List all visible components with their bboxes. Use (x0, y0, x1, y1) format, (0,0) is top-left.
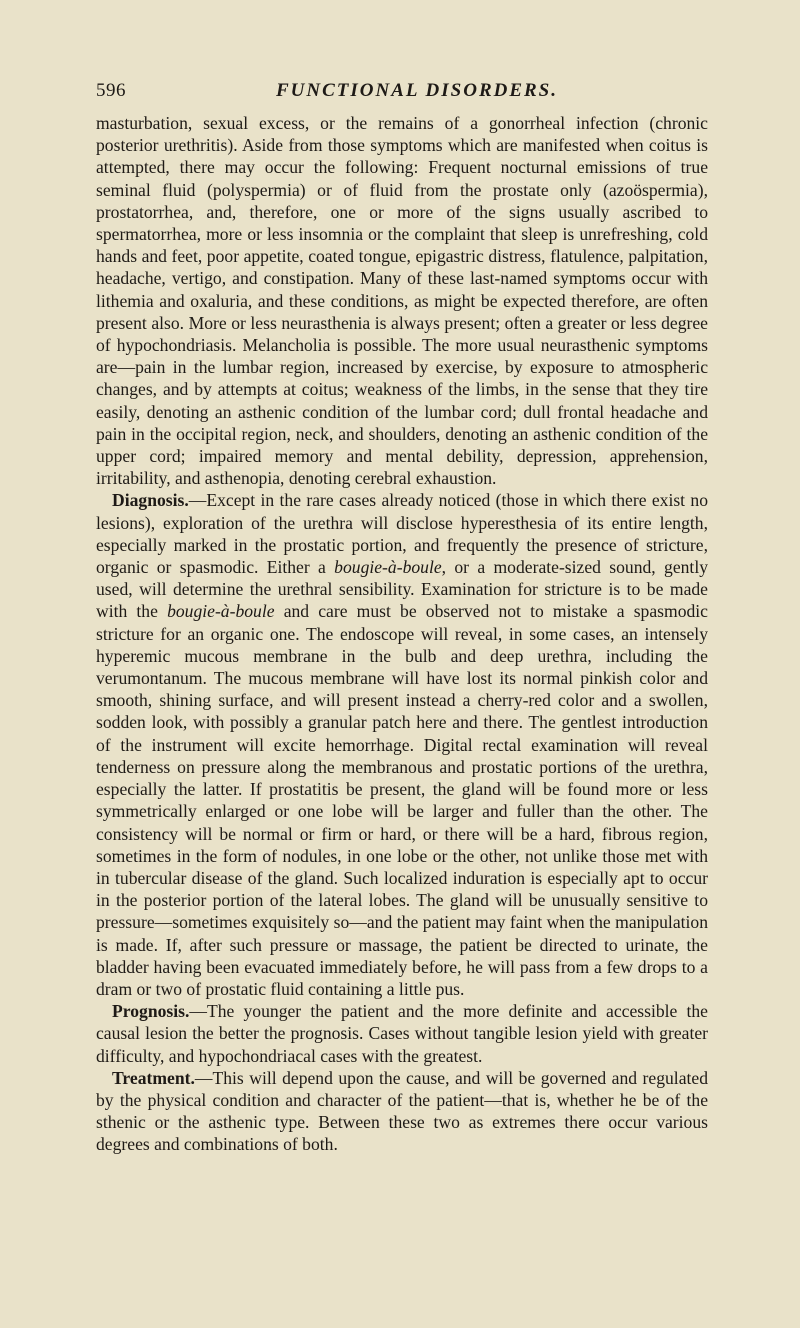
diagnosis-text-part-1: Except in the rare cases already noticed (those in which there exist no lesions), exploration of the urethra will disclose hyperesthesia of its entire length, especially marked in the prostatic portion, and frequently the presence of stricture, organic or spasmodic. Either a (96, 490, 708, 578)
page-number: 596 (96, 80, 126, 101)
diagnosis-text-part-2: , or a moderate-sized sound, gently used, will determine the urethral sensibility. Examination for stricture is to be made with the (96, 557, 708, 622)
prognosis-text: The younger the patient and the more definite and accessible the causal lesion the better the prognosis. Cases without tangible lesion yield with greater difficulty, and hypochondriacal cases with the greatest. (96, 1001, 708, 1066)
prognosis-heading: Prognosis. (112, 1001, 190, 1022)
diagnosis-term-1: bougie-à-boule (334, 557, 442, 578)
body-text (96, 112, 708, 1156)
treatment-heading: Treatment. (112, 1067, 195, 1088)
diagnosis-heading: Diagnosis. (112, 490, 189, 511)
running-title: FUNCTIONAL DISORDERS. (275, 80, 558, 101)
paragraph-diagnosis (96, 489, 708, 1000)
diagnosis-term-2: bougie-à-boule (167, 601, 275, 622)
prognosis-dash: — (189, 1001, 207, 1022)
running-head (96, 80, 708, 106)
treatment-dash: — (194, 1067, 213, 1088)
diagnosis-text-part-3: and care must be observed not to mistake a spasmodic stricture for an organic one. The endoscope will reveal, in some cases, an intensely hyperemic mucous membrane in the bulb and deep urethra, including the verumontanum. The mucous membrane will have lost its normal pinkish color and smooth, shining surface, and will present instead a cherry-red color and a swollen, sodden look, with possibly a granular patch here and there. The gentlest introduction of the instrument will excite hemorrhage. Digital rectal examination will reveal tenderness on pressure along the membranous and prostatic portions of the urethra, especially the latter. If prostatitis be present, the gland will be found more or less symmetrically enlarged or one lobe will be larger and fuller than the other. The consistency will be normal or firm or hard, or there will be a hard, fibrous region, sometimes in the form of nodules, in one lobe or the other, not unlike those met with in tubercular disease of the gland. Such localized induration is especially apt to occur in the posterior portion of the lateral lobes. The gland will be unusually sensitive to pressure—sometimes exquisitely so—and the patient may faint when the manipulation is made. If, after such pressure or massage, the patient be directed to urinate, the bladder having been evacuated immediately before, he will pass from a few drops to a dram or two of prostatic fluid containing a little pus. (96, 601, 708, 999)
paragraph-prognosis (96, 1000, 708, 1067)
treatment-text: This will depend upon the cause, and will be governed and regulated by the physical condition and character of the patient—that is, whether he be of the sthenic or the asthenic type. Between these two as extremes there occur various degrees and combinations of both. (96, 1067, 708, 1155)
paragraph-symptoms: masturbation, sexual excess, or the remains of a gonorrheal infection (chronic posterior urethritis). Aside from those symptoms which are manifested when coitus is attempted, there may occur the following: Frequent nocturnal emissions of true seminal fluid (polyspermia) or of fluid from the prostate only (azoöspermia), prostatorrhea, and, therefore, one or more of the signs usually ascribed to spermatorrhea, more or less insomnia or the complaint that sleep is unrefreshing, cold hands and feet, poor appetite, coated tongue, epigastric distress, flatulence, palpitation, headache, vertigo, and constipation. Many of these last-named symptoms occur with lithemia and oxaluria, and these conditions, as might be expected therefore, are often present also. More or less neurasthenia is always present; often a greater or less degree of hypochondriasis. Melancholia is possible. The more usual neurasthenic symptoms are—pain in the lumbar region, increased by exercise, by exposure to atmospheric changes, and by attempts at coitus; weakness of the limbs, in the sense that they tire easily, denoting an asthenic condition of the lumbar cord; dull frontal headache and pain in the occipital region, neck, and shoulders, denoting an asthenic condition of the upper cord; impaired memory and mental debility, depression, apprehension, irritability, and asthenopia, denoting cerebral exhaustion. (96, 113, 708, 489)
paragraph-treatment (96, 1067, 708, 1156)
diagnosis-dash: — (188, 490, 207, 511)
